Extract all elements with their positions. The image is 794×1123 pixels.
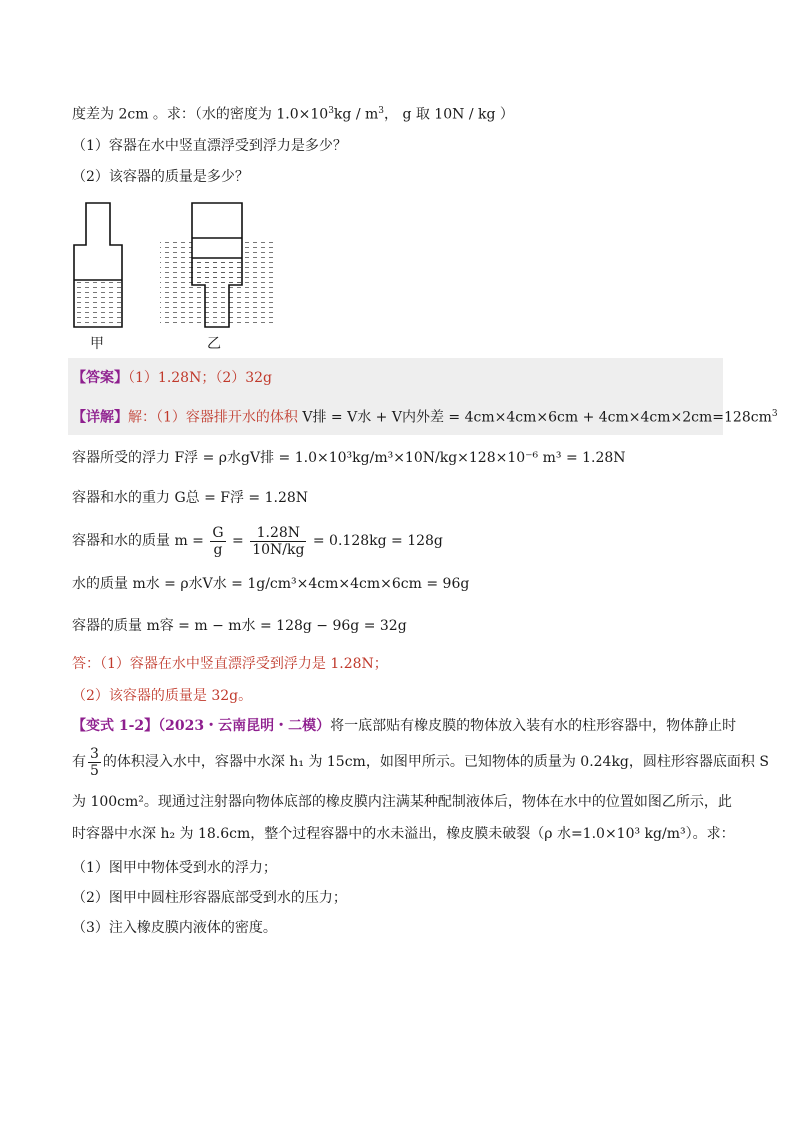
answer-value: 1.28N； <box>330 656 388 672</box>
gravity-line <box>72 488 308 508</box>
variant-tag: 【变式 1-2】 <box>72 718 159 734</box>
figure-label-yi: 乙 <box>207 336 221 352</box>
variant-text: 的体积浸入水中，容器中水深 h₁ 为 15cm，如图甲所示。已知物体的质量为 0.24kg，圆柱形容器底面积 S <box>102 754 769 770</box>
answer-text: （1）1.28N；（2）32g <box>128 370 273 386</box>
label: 容器和水的重力 <box>72 490 175 506</box>
intro-text-b: kg / m <box>333 106 379 123</box>
variant-text: 将一底部贴有橡皮膜的物体放入装有水的柱形容器中，物体静止时 <box>330 718 737 734</box>
buoyancy-line <box>72 448 626 468</box>
numerator: 3 <box>90 745 99 762</box>
denominator: 10N/kg <box>252 541 305 558</box>
variant-source: （2023・云南昆明・二模） <box>158 718 331 734</box>
denominator: 5 <box>90 762 99 779</box>
variant-line-2 <box>72 744 769 780</box>
answer-value: 32g。 <box>211 688 253 704</box>
question-1: （1）容器在水中竖直漂浮受到浮力是多少？ <box>72 138 347 154</box>
final-answer-2 <box>72 686 252 706</box>
answer-line <box>72 368 272 388</box>
label: 容器的质量 <box>72 618 147 634</box>
label: 容器所受的浮力 <box>72 450 175 466</box>
variant-question-1: （1）图甲中物体受到水的浮力； <box>72 860 277 876</box>
variant-line-1 <box>72 716 736 736</box>
variant-question-2: （2）图甲中圆柱形容器底部受到水的压力； <box>72 890 347 906</box>
answer-tag: 【答案】 <box>72 370 128 386</box>
variant-text: 有 <box>72 754 86 770</box>
label: 容器和水的质量 <box>72 533 175 549</box>
intro-line-1 <box>72 101 514 125</box>
formula: m水 = ρ水V水 = 1g/cm³×4cm×4cm×6cm = 96g <box>132 576 470 592</box>
exp: 3 <box>328 106 334 116</box>
fraction <box>210 525 225 558</box>
water-mass-line <box>72 574 469 594</box>
detail-intro: 解：（1）容器排开水的体积 <box>128 409 303 426</box>
container-figure <box>60 195 320 355</box>
fraction <box>250 525 306 558</box>
volume-formula: V排 = V水 + V内外差 = 4cm×4cm×6cm + 4cm×4cm×2cm=128cm <box>302 409 772 426</box>
formula: F浮 = ρ水gV排 = 1.0×10³kg/m³×10N/kg×128×10⁻⁶ m³ = 1.28N <box>174 450 626 466</box>
formula-rhs: = 0.128kg = 128g <box>312 533 443 549</box>
intro-text-a: 度差为 2cm 。求：（水的密度为 1.0×10 <box>72 106 329 123</box>
exp: 3 <box>378 106 384 116</box>
variant-question-3: （3）注入橡皮膜内液体的密度。 <box>72 920 277 936</box>
exp: 3 <box>771 409 778 419</box>
mass-line: 容器和水的质量 m = $\frac{G}{g}$ = $\frac{1.28N}{10N/kg}$ = 0.128kg = 128g <box>72 524 443 558</box>
container-jia <box>74 203 122 327</box>
detail-tag: 【详解】 <box>72 409 128 426</box>
answer-prefix: 答：（1）容器在水中竖直漂浮受到浮力是 <box>72 656 331 672</box>
variant-line-3: 为 100cm²。现通过注射器向物体底部的橡皮膜内注满某种配制液体后，物体在水中的位置如图乙所示，此 <box>72 794 732 810</box>
label: 水的质量 <box>72 576 133 592</box>
water-fill <box>74 280 122 327</box>
numerator: 1.28N <box>250 525 306 542</box>
formula: G总 = F浮 = 1.28N <box>174 490 309 506</box>
denominator: g <box>213 541 223 558</box>
formula-lhs: m = <box>174 533 209 549</box>
final-answer-1 <box>72 654 388 674</box>
answer-prefix: （2）该容器的质量是 <box>72 688 212 704</box>
container-mass-line <box>72 616 407 636</box>
container-yi <box>160 203 277 327</box>
numerator: G <box>212 524 224 541</box>
formula: m容 = m − m水 = 128g − 96g = 32g <box>146 618 407 634</box>
detail-line-1 <box>72 404 778 428</box>
figure-label-jia: 甲 <box>90 336 104 352</box>
variant-line-4: 时容器中水深 h₂ 为 18.6cm，整个过程容器中的水未溢出，橡皮膜未破裂（ρ 水=1.0×10³ kg/m³）。求： <box>72 826 735 842</box>
inner-water <box>192 258 242 285</box>
fraction <box>88 746 101 779</box>
intro-text-c: ， g 取 10N / kg ） <box>384 106 514 123</box>
question-2: （2）该容器的质量是多少？ <box>72 169 249 185</box>
bottle-above <box>192 203 242 258</box>
